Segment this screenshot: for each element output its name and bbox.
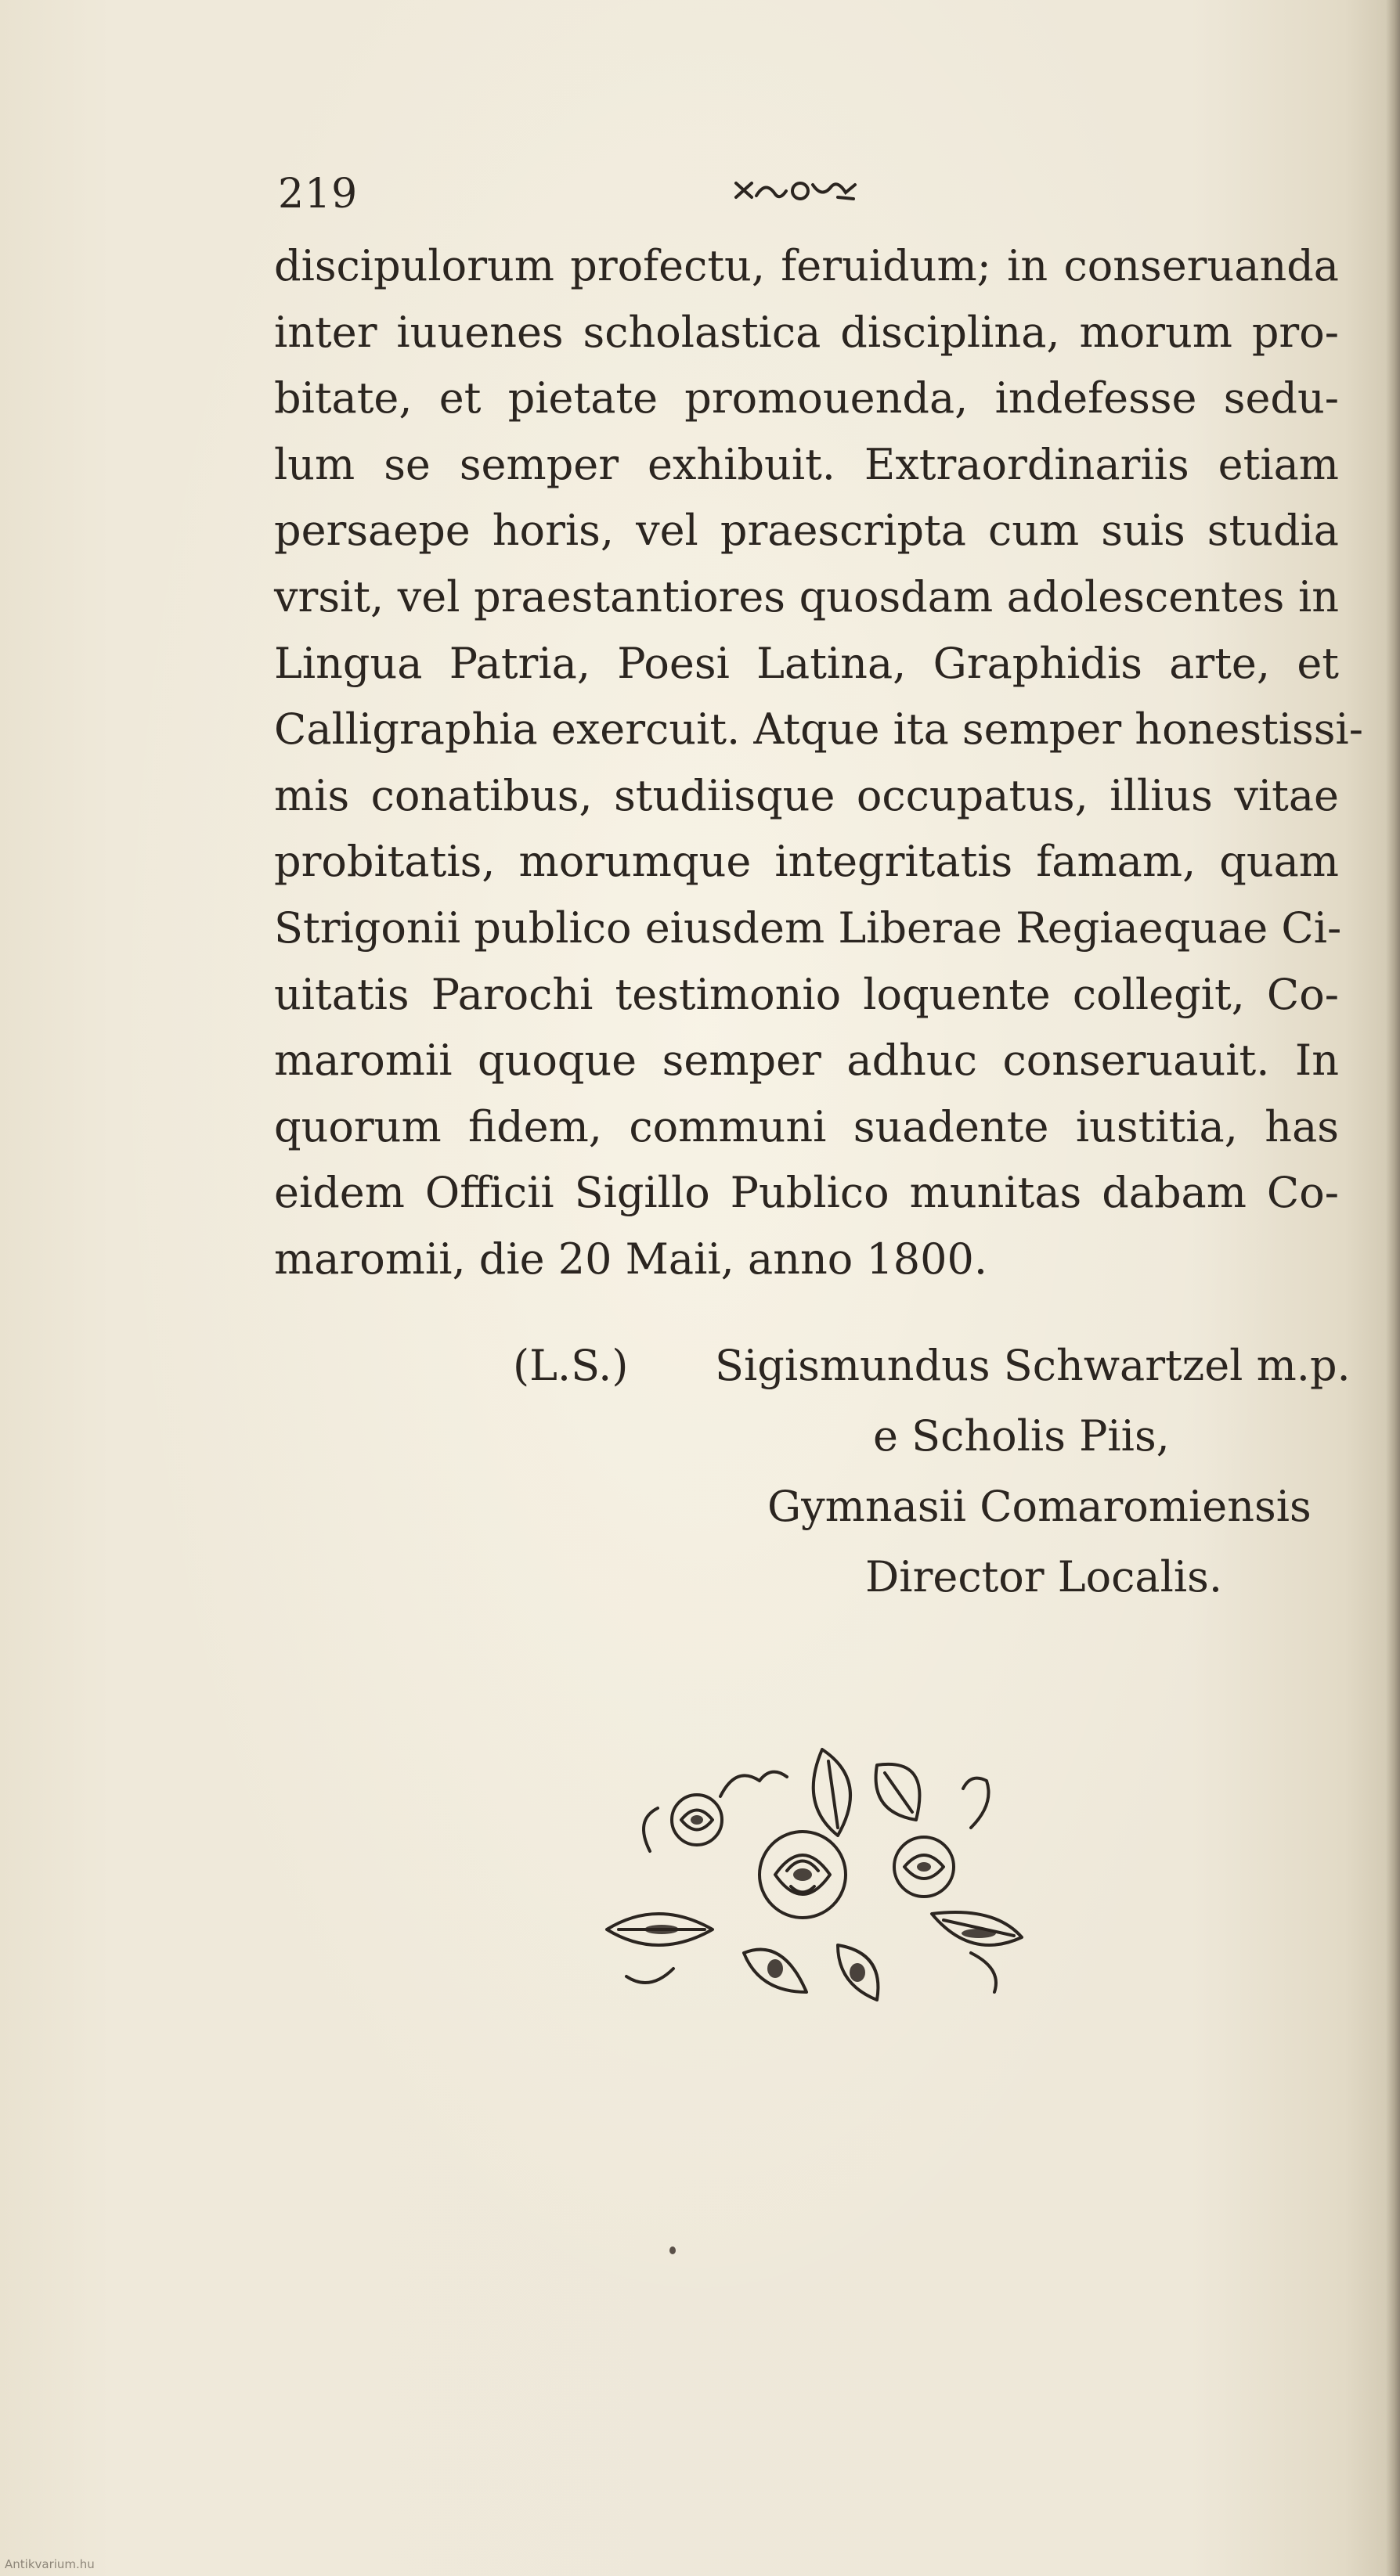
text-line: Calligraphia exercuit. Atque ita semper honestissi- [274, 704, 1363, 755]
text-line: maromii, die 20 Maii, anno 1800. [274, 1234, 988, 1284]
signer-name: Sigismundus Schwartzel m.p. [715, 1341, 1351, 1390]
text-line: quorum fidem, communi suadente iustitia, has [274, 1101, 1339, 1151]
page-header [278, 171, 1339, 225]
signer-institution: Gymnasii Comaromiensis [767, 1482, 1312, 1531]
signature-block [513, 1331, 1351, 1612]
text-line: maromii quoque semper adhuc conseruauit. In [274, 1036, 1339, 1086]
text-line: Lingua Patria, Poesi Latina, Graphidis arte, et [274, 638, 1339, 688]
signature-row-4 [513, 1542, 1335, 1612]
text-line: Strigonii publico eiusdem Liberae Regiaequae Ci- [274, 903, 1342, 953]
ink-speck [669, 2246, 676, 2254]
text-line: probitatis, morumque integritatis famam, quam [274, 837, 1339, 887]
seal-mark: (L.S.) [513, 1341, 629, 1390]
text-line: bitate, et pietate promouenda, indefesse sedu- [274, 373, 1339, 423]
signature-row-3 [513, 1472, 1335, 1542]
signature-row-2 [513, 1401, 1335, 1472]
page-number: 219 [278, 171, 359, 218]
text-line: mis conatibus, studiisque occupatus, illius vitae [274, 770, 1339, 820]
signer-title: Director Localis. [865, 1552, 1222, 1601]
header-ornament-icon [728, 175, 861, 207]
text-line: discipulorum profectu, feruidum; in conseruanda [274, 241, 1339, 290]
text-line: eidem Officii Sigillo Publico munitas dabam Co- [274, 1168, 1339, 1218]
text-line: vrsit, vel praestantiores quosdam adolescentes in [274, 571, 1339, 621]
signer-order: e Scholis Piis, [873, 1411, 1170, 1461]
text-line: uitatis Parochi testimonio loquente collegit, Co- [274, 969, 1339, 1019]
text-line: inter iuuenes scholastica disciplina, morum pro- [274, 307, 1339, 357]
text-line: persaepe horis, vel praescripta cum suis studia [274, 506, 1339, 556]
signature-row-1 [513, 1331, 1351, 1401]
text-line: lum se semper exhibuit. Extraordinariis etiam [274, 439, 1339, 489]
floral-vignette-icon [603, 1734, 1026, 2012]
page-edge-shadow [1386, 0, 1400, 2576]
watermark-text: Antikvarium.hu [5, 2557, 95, 2571]
body-text [274, 233, 1363, 1293]
